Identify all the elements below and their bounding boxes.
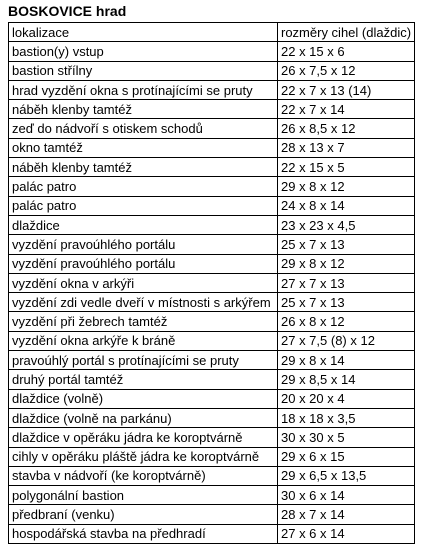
cell-location: dlaždice v opěráku jádra ke koroptvárně <box>9 428 278 447</box>
cell-dimensions: 26 x 8 x 12 <box>278 312 415 331</box>
table-row <box>9 158 415 177</box>
cell-dimensions: 22 x 7 x 13 (14) <box>278 80 415 99</box>
cell-location: zeď do nádvoří s otiskem schodů <box>9 119 278 138</box>
cell-location: náběh klenby tamtéž <box>9 100 278 119</box>
cell-dimensions: 29 x 8 x 14 <box>278 351 415 370</box>
cell-location: předbraní (venku) <box>9 505 278 524</box>
table-row <box>9 505 415 524</box>
cell-dimensions: 28 x 13 x 7 <box>278 138 415 157</box>
cell-dimensions: 29 x 6 x 15 <box>278 447 415 466</box>
cell-location: stavba v nádvoří (ke koroptvárně) <box>9 466 278 485</box>
table-row <box>9 351 415 370</box>
table-body <box>9 23 415 544</box>
table-row <box>9 177 415 196</box>
cell-dimensions: 22 x 15 x 6 <box>278 42 415 61</box>
table-row <box>9 524 415 543</box>
table-row <box>9 215 415 234</box>
cell-location: náběh klenby tamtéž <box>9 158 278 177</box>
table-row <box>9 235 415 254</box>
table-row <box>9 486 415 505</box>
table-row <box>9 61 415 80</box>
cell-location: dlaždice (volně na parkánu) <box>9 408 278 427</box>
cell-location: palác patro <box>9 177 278 196</box>
table-header-row <box>9 23 415 42</box>
cell-dimensions: 30 x 6 x 14 <box>278 486 415 505</box>
cell-location: dlaždice (volně) <box>9 389 278 408</box>
cell-location: vyzdění pravoúhlého portálu <box>9 254 278 273</box>
cell-dimensions: 26 x 8,5 x 12 <box>278 119 415 138</box>
cell-location: vyzdění zdi vedle dveří v místnosti s arkýřem <box>9 293 278 312</box>
table-row <box>9 293 415 312</box>
cell-dimensions: 29 x 8 x 12 <box>278 177 415 196</box>
cell-location: vyzdění při žebrech tamtéž <box>9 312 278 331</box>
table-row <box>9 254 415 273</box>
cell-dimensions: 22 x 7 x 14 <box>278 100 415 119</box>
cell-dimensions: 28 x 7 x 14 <box>278 505 415 524</box>
cell-dimensions: 29 x 8 x 12 <box>278 254 415 273</box>
table-row <box>9 466 415 485</box>
cell-location: hrad vyzdění okna s protínajícími se pruty <box>9 80 278 99</box>
cell-dimensions: 27 x 6 x 14 <box>278 524 415 543</box>
cell-dimensions: 29 x 8,5 x 14 <box>278 370 415 389</box>
cell-location: vyzdění okna v arkýři <box>9 273 278 292</box>
cell-dimensions: 23 x 23 x 4,5 <box>278 215 415 234</box>
cell-dimensions: 18 x 18 x 3,5 <box>278 408 415 427</box>
cell-dimensions: 20 x 20 x 4 <box>278 389 415 408</box>
cell-dimensions: 25 x 7 x 13 <box>278 293 415 312</box>
cell-location: bastion střílny <box>9 61 278 80</box>
cell-location: palác patro <box>9 196 278 215</box>
table-row <box>9 80 415 99</box>
table-row <box>9 119 415 138</box>
cell-dimensions: 29 x 6,5 x 13,5 <box>278 466 415 485</box>
cell-location: hospodářská stavba na předhradí <box>9 524 278 543</box>
cell-dimensions: 26 x 7,5 x 12 <box>278 61 415 80</box>
cell-location: okno tamtéž <box>9 138 278 157</box>
cell-location: vyzdění okna arkýře k bráně <box>9 331 278 350</box>
table-row <box>9 428 415 447</box>
brick-dimensions-table <box>8 22 415 544</box>
header-dimensions: rozměry cihel (dlaždic) <box>278 23 415 42</box>
cell-location: pravoúhlý portál s protínajícími se pruty <box>9 351 278 370</box>
cell-dimensions: 30 x 30 x 5 <box>278 428 415 447</box>
table-row <box>9 447 415 466</box>
cell-dimensions: 25 x 7 x 13 <box>278 235 415 254</box>
cell-dimensions: 27 x 7 x 13 <box>278 273 415 292</box>
cell-location: druhý portál tamtéž <box>9 370 278 389</box>
cell-dimensions: 24 x 8 x 14 <box>278 196 415 215</box>
table-row <box>9 331 415 350</box>
table-row <box>9 370 415 389</box>
table-row <box>9 273 415 292</box>
table-row <box>9 408 415 427</box>
cell-location: polygonální bastion <box>9 486 278 505</box>
cell-dimensions: 22 x 15 x 5 <box>278 158 415 177</box>
cell-location: cihly v opěráku pláště jádra ke koroptvárně <box>9 447 278 466</box>
table-row <box>9 100 415 119</box>
cell-dimensions: 27 x 7,5 (8) x 12 <box>278 331 415 350</box>
table-row <box>9 42 415 61</box>
table-row <box>9 389 415 408</box>
cell-location: bastion(y) vstup <box>9 42 278 61</box>
cell-location: vyzdění pravoúhlého portálu <box>9 235 278 254</box>
header-location: lokalizace <box>9 23 278 42</box>
document-title: BOSKOVICE hrad <box>8 3 127 19</box>
cell-location: dlaždice <box>9 215 278 234</box>
table-row <box>9 196 415 215</box>
table-row <box>9 312 415 331</box>
table-row <box>9 138 415 157</box>
